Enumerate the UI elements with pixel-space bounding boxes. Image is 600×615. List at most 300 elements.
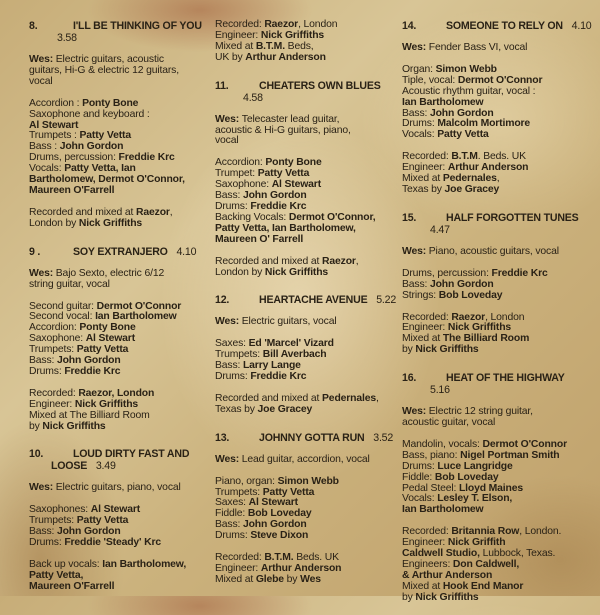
credits-paragraph <box>402 313 592 357</box>
credit-name: Bartholomew, Dermot O'Connor, <box>29 174 185 186</box>
credit-name: The Billiard Room <box>442 333 530 345</box>
credit-name: Nick Griffiths <box>447 322 512 334</box>
credit-line <box>402 418 592 429</box>
credit-line <box>29 186 211 197</box>
credit-role: Mixed at <box>402 173 443 185</box>
credit-role: Electric guitars, vocal <box>241 316 337 328</box>
track-number: 16. <box>402 372 417 385</box>
credits-paragraph <box>29 55 211 88</box>
credit-line <box>215 455 397 466</box>
credit-role: Texas by <box>402 183 445 195</box>
track-name: SOY EXTRANJERO <box>73 245 168 258</box>
credit-role: Drums: <box>29 537 65 549</box>
credit-role: , London. <box>519 526 562 538</box>
credits-paragraph <box>29 302 211 378</box>
credits-paragraph <box>29 208 211 230</box>
credits-paragraph <box>402 407 592 429</box>
credit-name: Freddie 'Steady' Krc <box>64 537 161 549</box>
credit-name: Hook End Manor <box>442 580 524 592</box>
track-title <box>29 448 211 472</box>
credit-role: Recorded: <box>215 19 265 30</box>
credits-paragraph <box>215 455 397 466</box>
credit-role: Trumpets: <box>29 344 77 356</box>
credit-role: Accordion: <box>215 157 266 169</box>
credit-name: Bob Loveday <box>247 508 312 520</box>
credit-name: Freddie Krc <box>250 200 307 212</box>
credit-name: Nick Griffith <box>447 537 506 549</box>
track-number: 10. <box>29 448 44 461</box>
credit-role: Electric guitars, acoustic <box>55 54 164 65</box>
credit-role: Tiple, vocal: <box>402 74 458 86</box>
track-title <box>29 20 211 44</box>
credit-line <box>29 77 211 88</box>
credit-name: Bob Loveday <box>438 289 503 301</box>
credit-role: Accordion: <box>29 322 80 334</box>
track-name: HALF FORGOTTEN TUNES <box>446 211 579 224</box>
credit-role: Acoustic rhythm guitar, vocal : <box>402 85 536 97</box>
credit-role: London by <box>215 266 265 278</box>
credit-name: Freddie Krc <box>250 371 307 383</box>
credit-name: Ian Bartholomew <box>402 96 484 108</box>
credit-line <box>402 247 592 258</box>
credit-role: Drums: <box>29 365 65 377</box>
track-duration: 4.47 <box>430 223 450 236</box>
credit-line <box>402 505 592 516</box>
credit-role: Trumpets: <box>215 349 263 361</box>
credit-role: Fiddle: <box>215 508 248 520</box>
credit-role: , <box>169 206 173 218</box>
credits-column-2 <box>215 20 397 597</box>
credit-role: Drums: <box>402 460 438 472</box>
credit-name: Glebe <box>255 573 284 585</box>
credit-role: by <box>29 420 43 432</box>
credit-role: Vocals: <box>402 493 438 505</box>
credit-role: Backing Vocals: <box>215 211 289 223</box>
credit-name: Joe Gracey <box>257 403 313 415</box>
credit-line <box>215 405 397 416</box>
credit-name: Dermot O'Connor <box>482 438 567 450</box>
credit-name: Lesley T. Elson, <box>437 493 513 505</box>
credit-role: Texas by <box>215 403 258 415</box>
credit-name: Bill Averbach <box>262 349 327 361</box>
credit-name: Patty Vetta <box>79 130 131 142</box>
credit-name: Patty Vetta <box>437 129 489 141</box>
credit-name: Freddie Krc <box>118 152 175 164</box>
credit-role: Recorded: <box>402 311 452 323</box>
credit-name: Maureen O'Farrell <box>29 580 115 592</box>
credit-name: Freddie Krc <box>64 365 121 377</box>
credits-paragraph <box>215 115 397 148</box>
credit-role: Engineer: <box>402 162 448 174</box>
credit-name: Luce Langridge <box>437 460 513 472</box>
credit-role: Engineer: <box>215 29 261 41</box>
track-name: I'LL BE THINKING OF YOU <box>73 20 202 32</box>
credit-role: Engineer: <box>29 398 75 410</box>
credit-role: Saxes: <box>215 338 249 350</box>
track-number: 12. <box>215 294 230 307</box>
credit-line <box>29 582 211 593</box>
track-duration: 4.10 <box>571 20 592 32</box>
credit-name: Patty Vetta, Ian Bartholomew, <box>215 222 356 234</box>
credit-line <box>215 372 397 383</box>
credit-name: John Gordon <box>56 526 121 538</box>
credit-role: vocal <box>29 75 53 87</box>
credit-role: . Beds. UK <box>477 151 526 163</box>
credit-name: Pedernales <box>322 392 376 404</box>
credit-name: Patty Vetta <box>257 168 310 180</box>
track-duration: 3.52 <box>373 431 394 444</box>
credit-line <box>29 367 211 378</box>
track-duration: 3.49 <box>95 460 116 473</box>
credit-role: , London <box>298 19 338 30</box>
credit-role: Pedal Steel: <box>402 482 459 494</box>
credit-name: Raezor, London <box>78 387 155 399</box>
track-number: 13. <box>215 431 230 444</box>
credits-paragraph <box>215 339 397 383</box>
track-number: 8. <box>29 20 38 32</box>
credits-column-1 <box>29 20 211 604</box>
credit-name: Ian Bartholomew <box>402 504 484 516</box>
track-title <box>402 20 592 32</box>
credit-role: Vocals: <box>402 129 438 141</box>
credit-name: Patty Vetta <box>76 515 129 527</box>
credit-name: Wes: <box>402 42 429 53</box>
credit-line <box>29 483 211 494</box>
credit-name: Al Stewart <box>85 333 136 345</box>
credit-name: Dermot O'Connor <box>457 74 543 86</box>
credit-name: Nick Griffiths <box>74 398 139 410</box>
track-number: 9 . <box>29 245 41 258</box>
credits-paragraph <box>402 152 592 196</box>
credit-role: Electric guitars, piano, vocal <box>55 482 181 494</box>
credit-name: Nick Griffiths <box>264 266 329 278</box>
credit-name: Raezor <box>264 19 299 30</box>
credits-paragraph <box>215 20 397 64</box>
credit-name: John Gordon <box>59 141 124 153</box>
credit-name: Arthur Anderson <box>447 162 529 174</box>
track-name: HEAT OF THE HIGHWAY <box>446 372 565 385</box>
credit-role: by <box>402 591 416 603</box>
credits-paragraph <box>215 158 397 245</box>
credit-name: Simon Webb <box>435 63 497 75</box>
credit-name: Wes: <box>402 406 429 418</box>
credit-name: B.T.M. <box>255 40 285 52</box>
credit-role: by <box>402 344 416 356</box>
credit-role: Bass, piano: <box>402 449 461 461</box>
credit-name: Maureen O'Farrell <box>29 184 115 196</box>
credit-name: & Arthur Anderson <box>402 569 493 581</box>
credit-role: , <box>375 392 379 404</box>
credit-name: John Gordon <box>56 355 121 367</box>
credit-role: Bass : <box>29 141 60 153</box>
credit-name: Raezor <box>322 255 356 267</box>
credit-role: Recorded: <box>402 151 452 163</box>
credit-name: Lloyd Maines <box>458 482 524 494</box>
credit-role: Strings: <box>402 289 439 301</box>
credits-paragraph <box>215 317 397 328</box>
track-name: JOHNNY GOTTA RUN <box>259 431 365 444</box>
credit-name: Simon Webb <box>277 475 339 487</box>
credit-role: Drums: <box>215 200 251 212</box>
credit-name: Raezor <box>451 311 486 323</box>
credit-name: Al Stewart <box>29 119 79 131</box>
track-name: LOUD DIRTY FAST AND LOOSE <box>51 448 190 473</box>
credit-role: Drums: <box>402 118 438 130</box>
credit-line <box>402 345 592 356</box>
credit-name: Nick Griffiths <box>42 420 106 432</box>
credit-role: , London <box>485 311 525 323</box>
credit-name: Caldwell Studio, <box>402 548 480 560</box>
credit-line <box>402 593 592 604</box>
credits-paragraph <box>215 477 397 542</box>
credit-role: Saxes: <box>215 497 249 509</box>
credit-name: Ponty Bone <box>79 322 136 334</box>
credit-name: B.T.M <box>451 151 478 163</box>
credit-role: guitars, Hi-G & electric 12 guitars, <box>29 64 179 76</box>
credit-line <box>402 291 592 302</box>
credit-role: Vocals: <box>29 163 65 175</box>
credit-role: Mixed at <box>402 580 443 592</box>
track-name: CHEATERS OWN BLUES <box>259 79 381 92</box>
track-duration: 3.58 <box>57 32 77 44</box>
credit-role: Second vocal: <box>29 311 96 323</box>
credit-line <box>215 235 397 246</box>
credits-paragraph <box>29 483 211 494</box>
credit-name: Al Stewart <box>248 497 298 509</box>
credit-name: Patty Vetta <box>262 486 315 498</box>
credit-name: Raezor <box>136 206 170 218</box>
credit-role: Mixed at <box>402 333 443 345</box>
track-title <box>29 246 211 258</box>
credit-line <box>402 43 592 54</box>
credit-name: Malcolm Mortimore <box>437 118 531 130</box>
credit-name: Arthur Anderson <box>260 563 342 574</box>
credit-role: Bass: <box>29 526 57 538</box>
track-number: 15. <box>402 211 417 224</box>
credit-name: Freddie Krc <box>491 267 548 279</box>
credits-paragraph <box>402 527 592 603</box>
credit-role: Mixed at The Billiard Room <box>29 409 150 421</box>
credit-name: Wes: <box>402 245 429 257</box>
credit-name: Ed 'Marcel' Vizard <box>248 338 334 350</box>
credit-role: Engineer: <box>402 537 448 549</box>
credit-role: Saxophone: <box>29 333 86 345</box>
credit-name: Arthur Anderson <box>245 51 326 63</box>
credit-name: Wes: <box>29 482 56 494</box>
credit-role: , <box>496 173 500 185</box>
credit-role: Bajo Sexto, electric 6/12 <box>55 267 165 279</box>
credit-name: Maureen O' Farrell <box>215 233 304 245</box>
credit-name: Pedernales <box>442 173 497 185</box>
credit-name: Patty Vetta, <box>29 569 84 581</box>
credit-role: Mandolin, vocals: <box>402 438 483 450</box>
credit-role: Second guitar: <box>29 300 97 312</box>
credit-role: Telecaster lead guitar, <box>241 113 340 125</box>
credit-name: Larry Lange <box>242 360 301 372</box>
credit-name: Ian Bartholomew <box>95 311 177 323</box>
credit-role: Bass: <box>215 519 243 531</box>
credit-name: John Gordon <box>429 278 494 290</box>
credit-name: B.T.M. <box>264 552 294 564</box>
credit-name: Nigel Portman Smith <box>460 449 560 461</box>
credit-role: Beds. UK <box>293 552 339 564</box>
credit-role: Mixed at <box>215 40 256 52</box>
track-number: 11. <box>215 79 229 92</box>
credit-role: Drums: <box>215 371 251 383</box>
credit-role: acoustic guitar, vocal <box>402 417 496 429</box>
credit-line <box>215 531 397 542</box>
credit-role: Drums, percussion: <box>29 152 119 164</box>
credit-role: Trumpets: <box>29 515 77 527</box>
credit-role: Bass: <box>402 107 430 119</box>
credit-role: Lead guitar, accordion, vocal <box>241 453 370 465</box>
credit-role: Bass: <box>29 355 57 367</box>
credit-role: Bass: <box>215 360 243 372</box>
credit-name: Dermot O'Connor <box>96 300 182 312</box>
credit-role: Saxophone and keyboard : <box>29 108 150 120</box>
credit-role: vocal <box>215 135 239 147</box>
credits-paragraph <box>402 440 592 516</box>
credit-role: Recorded: <box>215 552 265 564</box>
credit-line <box>215 136 397 147</box>
track-title <box>215 432 397 444</box>
credit-role: Engineer: <box>215 563 261 574</box>
credit-line <box>29 538 211 549</box>
credit-name: Nick Griffiths <box>415 344 479 356</box>
credit-role: Organ: <box>402 63 436 75</box>
credit-name: Patty Vetta, Ian <box>64 163 136 175</box>
credit-line <box>29 280 211 291</box>
credit-line <box>215 268 397 279</box>
credit-role: Saxophones: <box>29 504 91 516</box>
credit-line <box>215 317 397 328</box>
credit-name: Nick Griffiths <box>415 591 479 603</box>
credit-role: Trumpet: <box>215 168 258 180</box>
credit-name: Wes: <box>215 113 242 125</box>
credits-paragraph <box>29 389 211 433</box>
credits-paragraph <box>215 394 397 416</box>
credit-name: Ponty Bone <box>82 97 139 109</box>
credit-role: Trumpets : <box>29 130 80 142</box>
credit-role: by <box>283 573 301 585</box>
credit-line <box>215 575 397 586</box>
track-title <box>402 372 592 396</box>
credit-line <box>402 130 592 141</box>
credit-role: Lubbock, Texas. <box>479 548 556 560</box>
track-title <box>215 294 397 306</box>
credit-name: Britannia Row <box>451 526 520 538</box>
credit-role: , <box>355 255 359 267</box>
credit-role: Bass: <box>402 278 430 290</box>
credits-paragraph <box>29 99 211 197</box>
credits-paragraph <box>402 65 592 141</box>
track-duration: 5.22 <box>376 294 397 307</box>
credits-paragraph <box>29 560 211 593</box>
credit-name: Nick Griffiths <box>260 29 325 41</box>
credits-paragraph <box>215 553 397 586</box>
credit-role: Saxophone: <box>215 179 272 191</box>
credit-name: John Gordon <box>242 519 307 531</box>
credit-line <box>29 219 211 230</box>
credit-role: Recorded: <box>402 526 452 538</box>
credits-column-3 <box>402 20 592 615</box>
credit-role: Recorded and mixed at <box>215 255 323 267</box>
credit-name: Wes <box>300 573 321 585</box>
credit-line <box>215 126 397 137</box>
credit-name: Al Stewart <box>271 179 322 191</box>
credit-name: Bob Loveday <box>434 471 499 483</box>
credit-name: John Gordon <box>429 107 494 119</box>
credits-paragraph <box>29 505 211 549</box>
credit-line <box>29 66 211 77</box>
credit-role: Engineers: <box>402 559 453 570</box>
credit-role: London by <box>29 217 79 229</box>
credit-role: Recorded and mixed at <box>215 392 323 404</box>
credit-role: Recorded and mixed at <box>29 206 137 218</box>
credit-name: Nick Griffiths <box>78 217 143 229</box>
credit-role: Back up vocals: <box>29 559 103 570</box>
credit-role: Fiddle: <box>402 471 435 483</box>
credit-role: Accordion : <box>29 97 83 109</box>
track-name: SOMEONE TO RELY ON <box>446 20 563 32</box>
credit-name: Wes: <box>29 54 56 65</box>
credit-line <box>29 422 211 433</box>
credit-name: Wes: <box>215 316 242 328</box>
track-title <box>215 80 397 104</box>
credit-role: Recorded: <box>29 387 79 399</box>
credits-paragraph <box>29 269 211 291</box>
track-duration: 4.10 <box>176 245 197 258</box>
credit-role: Piano, organ: <box>215 475 278 487</box>
track-duration: 5.16 <box>430 384 450 397</box>
credit-name: John Gordon <box>242 190 307 202</box>
credit-role: Fender Bass VI, vocal <box>428 42 528 53</box>
track-title <box>402 212 592 236</box>
credits-paragraph <box>402 269 592 302</box>
track-name: HEARTACHE AVENUE <box>259 294 368 307</box>
credit-role: Drums: <box>215 530 251 542</box>
track-number: 14. <box>402 20 417 32</box>
credit-name: Steve Dixon <box>250 530 309 542</box>
credit-role: Bass: <box>215 190 243 202</box>
credit-role: string guitar, vocal <box>29 278 110 290</box>
track-duration: 4.58 <box>243 91 263 104</box>
credit-name: Patty Vetta <box>76 344 129 356</box>
credit-role: UK by <box>215 51 246 63</box>
credit-name: Wes: <box>215 453 242 465</box>
credit-name: Ponty Bone <box>265 157 322 169</box>
credits-paragraph <box>402 247 592 258</box>
credit-role: Piano, acoustic guitars, vocal <box>428 245 559 257</box>
credit-role: Trumpets: <box>215 486 263 498</box>
credit-name: Don Caldwell, <box>452 559 520 570</box>
credit-role: Drums, percussion: <box>402 267 492 279</box>
credit-line <box>215 53 397 64</box>
credit-line <box>402 185 592 196</box>
credit-name: Al Stewart <box>90 504 141 516</box>
credit-name: Wes: <box>29 267 56 279</box>
credit-role: Electric 12 string guitar, <box>428 406 533 418</box>
credit-name: Joe Gracey <box>444 183 500 195</box>
credit-name: Dermot O'Connor, <box>288 211 376 223</box>
credits-paragraph <box>215 257 397 279</box>
credit-role: Mixed at <box>215 573 256 585</box>
credit-role: Engineer: <box>402 322 448 334</box>
credit-name: Ian Bartholomew, <box>102 559 187 570</box>
credit-role: Beds, <box>284 40 314 52</box>
credits-paragraph <box>402 43 592 54</box>
credit-role: acoustic & Hi-G guitars, piano, <box>215 124 351 136</box>
